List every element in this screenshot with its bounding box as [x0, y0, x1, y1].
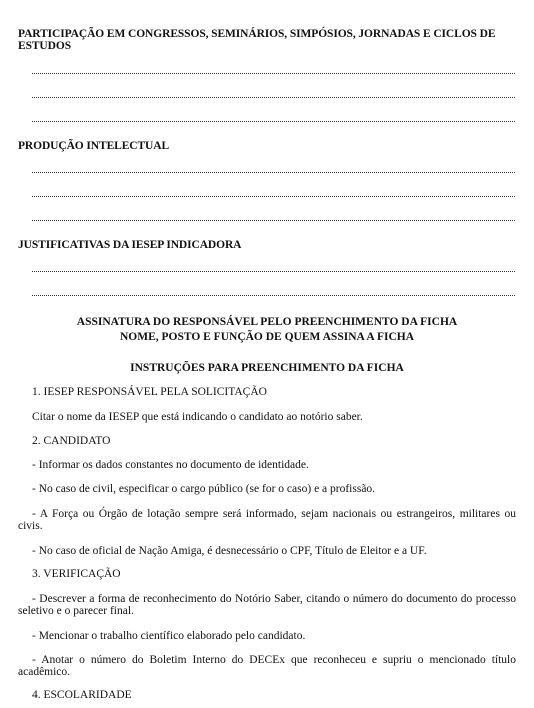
item2-text-c: - A Força ou Órgão de lotação sempre será informado, sejam nacionais ou estrangeiros, militares ou civis. [18, 508, 516, 532]
item2-text-a: - Informar os dados constantes no documento de identidade. [32, 459, 309, 471]
item4-heading: 4. ESCOLARIDADE [32, 689, 132, 701]
item3-heading: 3. VERIFICAÇÃO [32, 568, 121, 580]
item2-heading: 2. CANDIDATO [32, 435, 111, 447]
fill-line[interactable] [32, 97, 515, 98]
section-heading-participacao: PARTICIPAÇÃO EM CONGRESSOS, SEMINÁRIOS, SIMPÓSIOS, JORNADAS E CICLOS DE ESTUDOS [18, 28, 496, 52]
item1-heading: 1. IESEP RESPONSÁVEL PELA SOLICITAÇÃO [32, 386, 267, 398]
signature-line-1: ASSINATURA DO RESPONSÁVEL PELO PREENCHIMENTO DA FICHA [76, 316, 458, 328]
fill-line[interactable] [32, 220, 515, 221]
fill-line[interactable] [32, 271, 515, 272]
fill-line[interactable] [32, 196, 515, 197]
item2-text-d: - No caso de oficial de Nação Amiga, é desnecessário o CPF, Título de Eleitor e a UF. [32, 545, 427, 557]
item3-text-b: - Mencionar o trabalho científico elaborado pelo candidato. [32, 630, 306, 642]
fill-line[interactable] [32, 73, 515, 74]
fill-line[interactable] [32, 172, 515, 173]
item2-text-b: - No caso de civil, especificar o cargo público (se for o caso) e a profissão. [32, 483, 376, 495]
fill-line[interactable] [32, 121, 515, 122]
instructions-title: INSTRUÇÕES PARA PREENCHIMENTO DA FICHA [130, 362, 404, 374]
signature-line-2: NOME, POSTO E FUNÇÃO DE QUEM ASSINA A FICHA [119, 331, 415, 343]
section-heading-producao: PRODUÇÃO INTELECTUAL [18, 140, 170, 152]
fill-line[interactable] [32, 295, 515, 296]
item1-text: Citar o nome da IESEP que está indicando o candidato ao notório saber. [32, 411, 363, 423]
section-heading-justificativas: JUSTIFICATIVAS DA IESEP INDICADORA [18, 239, 242, 251]
item3-text-c: - Anotar o número do Boletim Interno do DECEx que reconheceu e supriu o mencionado título acadêmico. [18, 654, 516, 678]
item3-text-a: - Descrever a forma de reconhecimento do Notório Saber, citando o número do documento do processo seletivo e o parecer final. [18, 593, 516, 617]
